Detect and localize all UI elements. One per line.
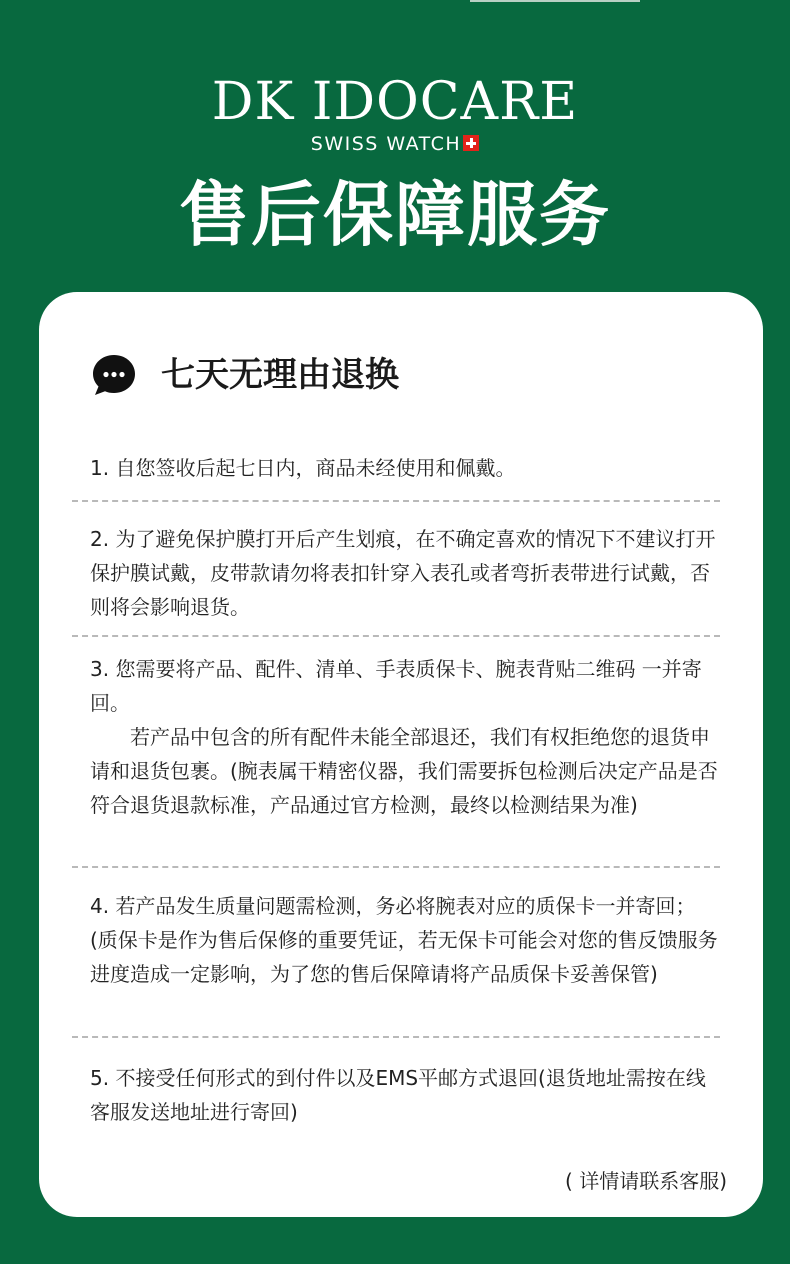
policy-item-3 bbox=[90, 652, 720, 822]
brand-subtitle bbox=[0, 132, 790, 156]
contact-footnote: ( 详情请联系客服) bbox=[565, 1169, 727, 1193]
policy-item-4-text: 4. 若产品发生质量问题需检测，务必将腕表对应的质保卡一并寄回；(质保卡是作为售后保修的重要凭证，若无保卡可能会对您的售反馈服务进度造成一定影响，为了您的售后保障请将产品质保卡妥善保管) bbox=[90, 894, 718, 986]
brand-logo: DK IDOCARE bbox=[211, 72, 579, 132]
chat-bubble-icon bbox=[91, 352, 137, 398]
policy-item-4 bbox=[90, 889, 720, 991]
policy-item-3-note: 若产品中包含的所有配件未能全部退还，我们有权拒绝您的退货申请和退货包裹。(腕表属干精密仪器，我们需要拆包检测后决定产品是否符合退货退款标准，产品通过官方检测，最终以检测结果为准) bbox=[90, 725, 718, 817]
policy-item-1 bbox=[90, 451, 720, 485]
policy-item-3-text: 3. 您需要将产品、配件、清单、手表质保卡、腕表背贴二维码 一并寄回。 bbox=[90, 657, 702, 715]
swiss-flag-icon bbox=[463, 135, 479, 151]
policy-item-2-text: 2. 为了避免保护膜打开后产生划痕，在不确定喜欢的情况下不建议打开保护膜试戴，皮带款请勿将表扣针穿入表孔或者弯折表带进行试戴，否则将会影响退货。 bbox=[90, 527, 716, 619]
policy-item-1-text: 1. 自您签收后起七日内，商品未经使用和佩戴。 bbox=[90, 456, 516, 480]
policy-item-5 bbox=[90, 1061, 720, 1129]
policy-card bbox=[39, 292, 763, 1217]
dashed-divider bbox=[72, 500, 720, 502]
policy-item-5-text: 5. 不接受任何形式的到付件以及EMS平邮方式退回(退货地址需按在线客服发送地址进行寄回) bbox=[90, 1066, 706, 1124]
section-title: 七天无理由退换 bbox=[161, 355, 399, 395]
dashed-divider bbox=[72, 866, 720, 868]
dashed-divider bbox=[72, 635, 720, 637]
brand-subtitle-text: SWISS WATCH bbox=[310, 133, 462, 155]
dashed-divider bbox=[72, 1036, 720, 1038]
policy-item-2 bbox=[90, 522, 720, 624]
page-title: 售后保障服务 bbox=[179, 174, 611, 256]
top-decor-line bbox=[470, 0, 640, 2]
